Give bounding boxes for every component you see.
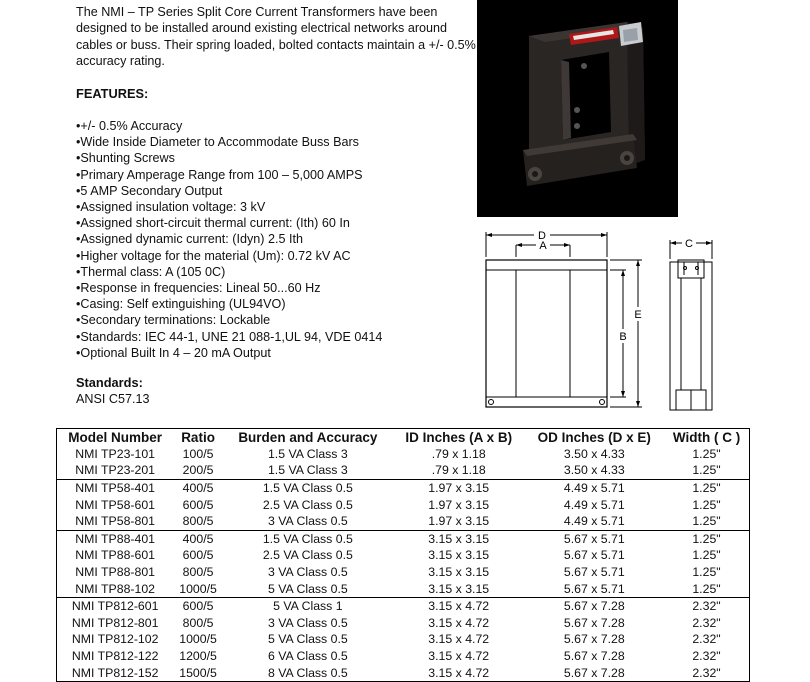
- cell-width: 1.25": [692, 497, 721, 512]
- cell-model: NMI TP812-102: [71, 632, 159, 647]
- features-heading: FEATURES:: [76, 86, 149, 101]
- cell-id: 3.15 x 4.72: [428, 665, 490, 680]
- cell-ratio: 1000/5: [179, 632, 217, 647]
- cell-width: 1.25": [664, 480, 749, 497]
- cell-ratio: 200/5: [182, 463, 214, 478]
- dim-label-b: B: [619, 331, 627, 343]
- current-transformer-image: [477, 0, 678, 217]
- table-row: [57, 480, 750, 497]
- cell-width: 2.32": [692, 615, 721, 630]
- cell-burden: 1.5 VA Class 0.5: [223, 530, 393, 547]
- feature-item: •Secondary terminations: Lockable: [76, 313, 271, 328]
- cell-burden: 5 VA Class 1: [223, 598, 393, 615]
- cell-burden: 2.5 VA Class 0.5: [262, 548, 353, 563]
- dimension-drawing: [478, 225, 718, 425]
- standards-value: ANSI C57.13: [76, 392, 150, 406]
- product-photo: [477, 0, 678, 217]
- cell-od: 4.49 x 5.71: [563, 514, 625, 529]
- cell-od: 5.67 x 5.71: [563, 564, 625, 579]
- cell-burden: 3 VA Class 0.5: [267, 615, 348, 630]
- cell-burden: 8 VA Class 0.5: [267, 665, 348, 680]
- cell-burden: 1.5 VA Class 3: [267, 446, 348, 461]
- dim-label-a: A: [539, 240, 547, 252]
- cell-burden: 3 VA Class 0.5: [267, 514, 348, 529]
- cell-model: NMI TP812-801: [71, 615, 159, 630]
- feature-item: •Wide Inside Diameter to Accommodate Buss Bars: [76, 135, 359, 150]
- intro-paragraph: The NMI – TP Series Split Core Current Transformers have been designed to be installed around existing electrical networks around cables or buss. Their spring loaded, bolted contacts maintain a +/- 0.5% accuracy rating.: [76, 5, 476, 68]
- cell-id: 3.15 x 4.72: [393, 598, 525, 615]
- dim-label-e: E: [634, 309, 642, 321]
- cell-ratio: 600/5: [182, 497, 214, 512]
- cell-burden: 2.5 VA Class 0.5: [262, 497, 353, 512]
- cell-ratio: 1500/5: [179, 665, 217, 680]
- cell-id: 1.97 x 3.15: [428, 514, 490, 529]
- cell-model: NMI TP58-601: [75, 497, 156, 512]
- cell-ratio: 400/5: [173, 530, 222, 547]
- cell-od: 5.67 x 5.71: [563, 548, 625, 563]
- table-row: [57, 615, 750, 632]
- cell-burden: 1.5 VA Class 3: [267, 463, 348, 478]
- cell-burden: 6 VA Class 0.5: [267, 648, 348, 663]
- cell-id: 3.15 x 4.72: [428, 615, 490, 630]
- feature-item: •Casing: Self extinguishing (UL94VO): [76, 297, 286, 312]
- feature-item: •Thermal class: A (105 0C): [76, 264, 226, 279]
- feature-item: •Shunting Screws: [76, 151, 175, 166]
- cell-id: 3.15 x 3.15: [393, 530, 525, 547]
- features-list: [76, 118, 382, 361]
- standards-heading: Standards:: [76, 375, 143, 390]
- spec-table: [56, 428, 750, 682]
- cell-od: 5.67 x 7.28: [563, 665, 625, 680]
- feature-item: •5 AMP Secondary Output: [76, 183, 223, 198]
- cell-model: NMI TP23-101: [75, 446, 156, 461]
- feature-item: •Primary Amperage Range from 100 – 5,000 AMPS: [76, 167, 363, 182]
- feature-item: •Optional Built In 4 – 20 mA Output: [76, 345, 271, 360]
- cell-ratio: 1000/5: [179, 581, 217, 596]
- table-header-row: [57, 429, 750, 447]
- cell-od: 5.67 x 5.71: [563, 581, 625, 596]
- cell-width: 2.32": [692, 665, 721, 680]
- table-row: [57, 598, 750, 615]
- cell-width: 1.25": [692, 564, 721, 579]
- cell-width: 2.32": [692, 648, 721, 663]
- cell-od: 5.67 x 7.28: [563, 632, 625, 647]
- cell-model: NMI TP88-601: [75, 548, 156, 563]
- cell-model: NMI TP23-201: [75, 463, 156, 478]
- cell-od: 5.67 x 7.28: [563, 615, 625, 630]
- cell-ratio: 1200/5: [179, 648, 217, 663]
- col-header-ratio: Ratio: [181, 430, 215, 445]
- table-row: [57, 530, 750, 547]
- cell-ratio: 800/5: [182, 615, 214, 630]
- cell-ratio: 800/5: [182, 564, 214, 579]
- cell-burden: 5 VA Class 0.5: [267, 581, 348, 596]
- col-header-width: Width ( C ): [672, 430, 741, 445]
- cell-id: 3.15 x 3.15: [428, 564, 490, 579]
- cell-width: 1.25": [692, 514, 721, 529]
- feature-item: •+/- 0.5% Accuracy: [76, 119, 183, 133]
- cell-ratio: 100/5: [182, 446, 214, 461]
- table-row: [57, 513, 750, 530]
- cell-width: 1.25": [692, 463, 721, 478]
- cell-model: NMI TP812-601: [57, 598, 174, 615]
- feature-item: •Response in frequencies: Lineal 50...60 Hz: [76, 281, 321, 296]
- cell-od: 5.67 x 7.28: [563, 648, 625, 663]
- cell-model: NMI TP812-122: [71, 648, 159, 663]
- feature-item: •Assigned short-circuit thermal current: (Ith) 60 In: [76, 216, 350, 231]
- cell-ratio: 400/5: [173, 480, 222, 497]
- table-row: [57, 665, 750, 682]
- table-row: [57, 497, 750, 514]
- feature-item: •Higher voltage for the material (Um): 0.72 kV AC: [76, 248, 351, 263]
- cell-burden: 5 VA Class 0.5: [267, 632, 348, 647]
- cell-burden: 3 VA Class 0.5: [267, 564, 348, 579]
- cell-od: 5.67 x 7.28: [525, 598, 664, 615]
- col-header-od: OD Inches (D x E): [537, 430, 651, 445]
- cell-od: 3.50 x 4.33: [563, 446, 625, 461]
- cell-id: 3.15 x 3.15: [428, 581, 490, 596]
- cell-model: NMI TP812-152: [71, 665, 159, 680]
- cell-id: .79 x 1.18: [431, 463, 486, 478]
- cell-ratio: 600/5: [173, 598, 222, 615]
- cell-ratio: 600/5: [182, 548, 214, 563]
- cell-id: 3.15 x 4.72: [428, 632, 490, 647]
- cell-model: NMI TP88-801: [75, 564, 156, 579]
- cell-width: 2.32": [692, 632, 721, 647]
- cell-od: 4.49 x 5.71: [525, 480, 664, 497]
- table-row: [57, 446, 750, 463]
- cell-width: 1.25": [692, 581, 721, 596]
- dim-label-d: D: [538, 230, 546, 242]
- table-row: [57, 463, 750, 480]
- cell-width: 1.25": [692, 548, 721, 563]
- cell-id: 1.97 x 3.15: [428, 497, 490, 512]
- dim-label-c: C: [685, 238, 693, 250]
- col-header-id: ID Inches (A x B): [405, 430, 513, 445]
- col-header-model: Model Number: [68, 430, 163, 445]
- feature-item: •Assigned dynamic current: (Idyn) 2.5 Ith: [76, 232, 304, 247]
- cell-od: 4.49 x 5.71: [563, 497, 625, 512]
- table-row: [57, 581, 750, 598]
- cell-width: 2.32": [664, 598, 749, 615]
- dimension-diagram: [478, 225, 718, 420]
- col-header-burden: Burden and Accuracy: [238, 430, 378, 445]
- feature-item: •Standards: IEC 44-1, UNE 21 088-1,UL 94, VDE 0414: [76, 329, 383, 344]
- table-row: [57, 632, 750, 649]
- table-body: [57, 446, 750, 682]
- cell-id: 3.15 x 4.72: [428, 648, 490, 663]
- cell-od: 5.67 x 5.71: [525, 530, 664, 547]
- cell-model: NMI TP58-801: [75, 514, 156, 529]
- cell-ratio: 800/5: [182, 514, 214, 529]
- cell-width: 1.25": [664, 530, 749, 547]
- cell-burden: 1.5 VA Class 0.5: [223, 480, 393, 497]
- feature-item: •Assigned insulation voltage: 3 kV: [76, 200, 266, 215]
- table-row: [57, 648, 750, 665]
- table-row: [57, 548, 750, 565]
- cell-id: .79 x 1.18: [431, 446, 486, 461]
- cell-model: NMI TP88-401: [57, 530, 174, 547]
- table-row: [57, 564, 750, 581]
- cell-id: 3.15 x 3.15: [428, 548, 490, 563]
- cell-id: 1.97 x 3.15: [393, 480, 525, 497]
- cell-od: 3.50 x 4.33: [563, 463, 625, 478]
- cell-model: NMI TP88-102: [75, 581, 156, 596]
- cell-width: 1.25": [692, 446, 721, 461]
- cell-model: NMI TP58-401: [57, 480, 174, 497]
